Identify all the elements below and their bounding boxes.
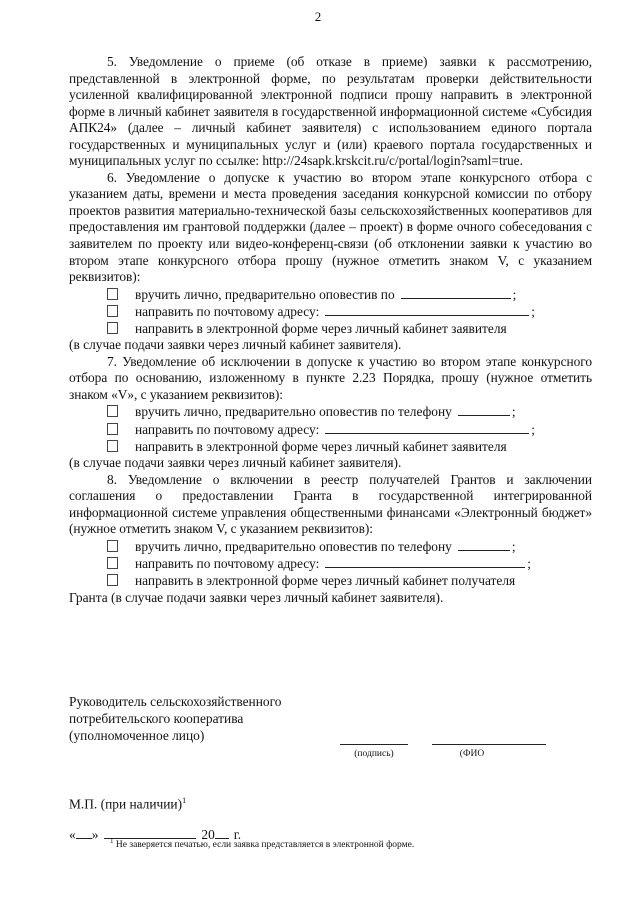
section-8-paragraph: 8. Уведомление о включении в реестр получателей Грантов и заключении соглашения о предоставлении Гранта в государственной интегрированной информационной системе управления общественными финансами «Электронный бюджет» (нужное отметить знаком V, с указанием реквизитов): <box>69 471 592 537</box>
section-6-paragraph: 6. Уведомление о допуске к участию во втором этапе конкурсного отбора с указанием даты, времени и места проведения заседания конкурсной комиссии по отбору проектов развития материально-технической базы сельскохозяйственных кооперативов для предоставления им грантовой поддержки (далее – проект) в форме очного собеседования с заявителем по проекту или видео-конференц-связи (об отклонении заявки к участию во втором этапе конкурсного отбора прошу (нужное отметить знаком V, с указанием реквизитов): <box>69 169 592 285</box>
checkbox[interactable] <box>107 440 118 452</box>
option-label: направить по почтовому адресу: <box>135 556 320 572</box>
fill-in-line[interactable] <box>325 555 525 568</box>
signer-role-line: Руководитель сельскохозяйственного <box>69 694 282 709</box>
option-label: вручить лично, предварительно оповестив по <box>135 286 395 302</box>
fill-in-line[interactable] <box>325 421 529 434</box>
checkbox[interactable] <box>107 540 118 552</box>
option-label: направить по почтовому адресу: <box>135 304 320 320</box>
checkbox[interactable] <box>107 405 118 417</box>
option-label: вручить лично, предварительно оповестив по телефону <box>135 538 452 554</box>
section-7-option-mail: направить по почтовому адресу: ; <box>69 421 592 439</box>
footnote-reference: 1 <box>182 796 187 805</box>
day-line[interactable] <box>76 828 92 839</box>
date-close-quote: » <box>91 827 99 842</box>
document-body <box>69 54 592 606</box>
section-6-option-electronic <box>69 321 592 338</box>
section-8-option-electronic <box>69 573 592 590</box>
signature-caption: (подпись) <box>354 749 394 759</box>
section-8-continuation: Гранта (в случае подачи заявки через личный кабинет заявителя). <box>69 589 444 605</box>
fill-in-line[interactable] <box>458 538 510 551</box>
signature-block <box>69 693 589 744</box>
year-suffix: г. <box>233 827 242 842</box>
signature-fields <box>340 744 560 774</box>
full-name-caption: (ФИО <box>459 749 485 759</box>
option-label: направить в электронной форме через личный кабинет заявителя <box>135 438 507 454</box>
year-prefix: 20 <box>201 827 215 842</box>
section-6-continuation: (в случае подачи заявки через личный кабинет заявителя). <box>69 337 402 353</box>
footnote <box>110 837 414 850</box>
checkbox[interactable] <box>107 305 118 317</box>
section-8-option-mail: направить по почтовому адресу: ; <box>69 555 592 573</box>
page-number: 2 <box>314 9 322 24</box>
fill-in-line[interactable] <box>458 403 510 416</box>
option-label: вручить лично, предварительно оповестив по телефону <box>135 404 452 420</box>
option-label: направить по почтовому адресу: <box>135 422 320 438</box>
stamp-label <box>69 796 186 812</box>
stamp-text: М.П. (при наличии) <box>69 796 183 812</box>
section-7-paragraph: 7. Уведомление об исключении в допуске к участию во втором этапе конкурсного отбора по основанию, изложенному в пункте 2.23 Порядка, прошу (нужное отметить знаком «V», с указанием реквизитов): <box>69 353 592 402</box>
checkbox[interactable] <box>107 557 118 569</box>
full-name-line[interactable] <box>432 744 546 745</box>
checkbox[interactable] <box>107 574 118 586</box>
option-label: направить в электронной форме через личный кабинет получателя <box>135 572 516 588</box>
section-7-option-personal: вручить лично, предварительно оповестив по телефону ; <box>69 403 592 421</box>
footnote-text: Не заверяется печатью, если заявка представляется в электронной форме. <box>115 840 415 851</box>
section-7-option-electronic <box>69 439 592 456</box>
section-6-option-mail: направить по почтовому адресу: ; <box>69 303 592 321</box>
signer-role-line: (уполномоченное лицо) <box>69 728 205 743</box>
date-open-quote: « <box>69 827 76 842</box>
section-5-paragraph: 5. Уведомление о приеме (об отказе в приеме) заявки к рассмотрению, представленной в электронной форме, по результатам проверки действительности усиленной квалифицированной электронной подписи прошу направить в электронной форме в личный кабинет заявителя в государственной информационной системе «Субсидия АПК24» (далее – личный кабинет заявителя) с использованием единого портала государственных и муниципальных услуг и (или) краевого портала государственных и муниципальных услуг по ссылке: http://24sapk.krskcit.ru/c/portal/login?saml=true. <box>69 54 592 169</box>
signer-role-line: потребительского кооператива <box>69 711 244 726</box>
fill-in-line[interactable] <box>401 286 511 299</box>
checkbox[interactable] <box>107 288 118 300</box>
fill-in-line[interactable] <box>325 303 529 316</box>
signature-line[interactable] <box>340 744 408 745</box>
checkbox[interactable] <box>107 322 118 334</box>
section-8-option-personal: вручить лично, предварительно оповестив по телефону ; <box>69 538 592 556</box>
checkbox[interactable] <box>107 423 118 435</box>
section-6-option-personal: вручить лично, предварительно оповестив по ; <box>69 286 592 304</box>
footnote-mark: 1 <box>110 837 114 845</box>
option-label: направить в электронной форме через личный кабинет заявителя <box>135 320 507 336</box>
section-7-continuation: (в случае подачи заявки через личный кабинет заявителя). <box>69 455 402 471</box>
